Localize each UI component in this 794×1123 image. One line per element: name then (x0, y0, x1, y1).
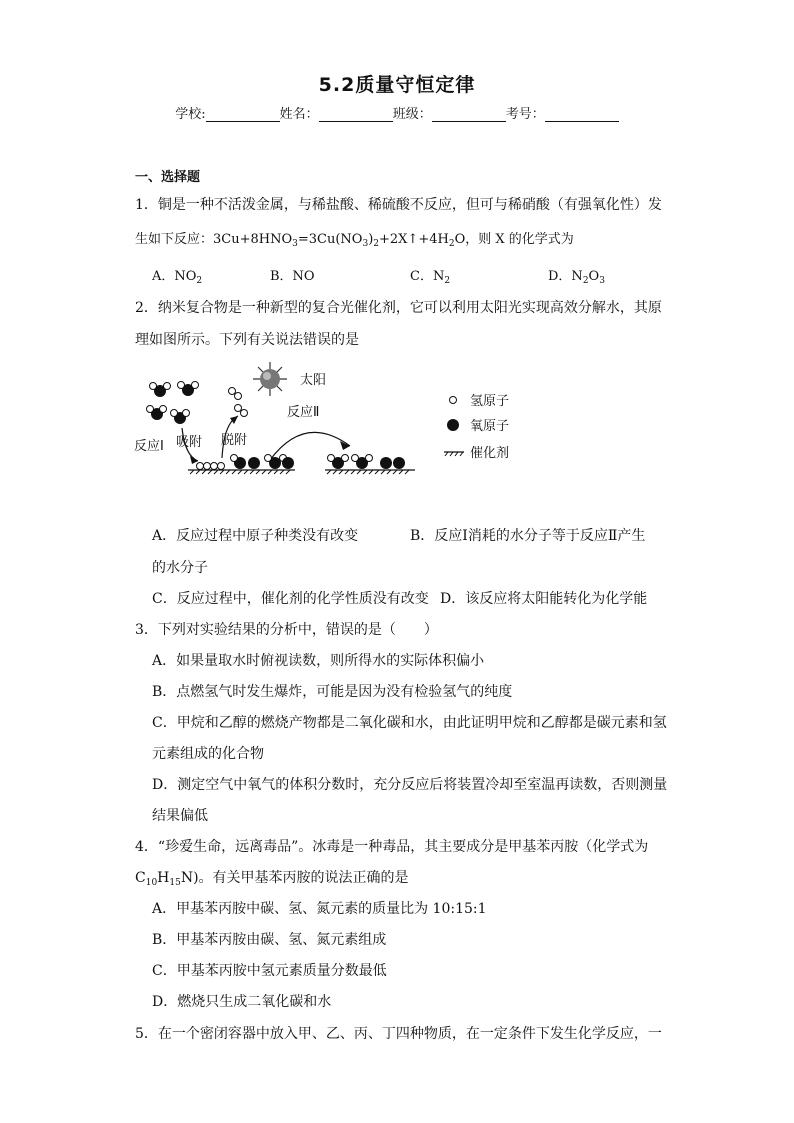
q4-stem-line1: 4．“珍爱生命，远离毒品”。冰毒是一种毒品，其主要成分是甲基苯丙胺（化学式为 (135, 839, 649, 855)
sun-label: 太阳 (300, 373, 327, 388)
reaction2-label: 反应Ⅱ (287, 405, 320, 420)
q1-option-c[interactable]: C．$N_2$ (410, 269, 451, 286)
student-info-row (0, 103, 794, 122)
school-blank[interactable] (206, 107, 280, 122)
q1-prefix: 生如下反应： (135, 232, 214, 247)
name-label: 姓名： (279, 107, 319, 122)
reaction1-label: 反应Ⅰ (134, 439, 164, 454)
class-blank[interactable] (432, 107, 506, 122)
q2-stem-line2: 理如图所示。下列有关说法错误的是 (135, 332, 359, 348)
q4-option-d[interactable]: D．燃烧只生成二氧化碳和水 (152, 994, 332, 1010)
q4-option-c[interactable]: C．甲基苯丙胺中氢元素质量分数最低 (152, 963, 387, 979)
q3-option-d-cont: 结果偏低 (152, 808, 208, 824)
catalyst-surface-1 (188, 455, 295, 475)
q2-option-c[interactable]: C．反应过程中，催化剂的化学性质没有改变 (152, 591, 429, 607)
exam-number-blank[interactable] (545, 107, 619, 122)
section-heading: 一、选择题 (135, 170, 201, 185)
legend-oxygen: 氧原子 (470, 419, 510, 434)
q3-option-b[interactable]: B．点燃氢气时发生爆炸，可能是因为没有检验氢气的纯度 (152, 684, 513, 700)
desorb-label: 脱附 (221, 433, 248, 448)
legend-catalyst: 催化剂 (470, 446, 510, 461)
q2-stem-line1: 2．纳米复合物是一种新型的复合光催化剂，它可以利用太阳光实现高效分解水，其原 (135, 300, 662, 316)
q2-option-d[interactable]: D．该反应将太阳能转化为化学能 (440, 591, 648, 607)
legend-hydrogen: 氢原子 (470, 394, 510, 409)
q1-equation: $3Cu+8HNO_3=3Cu(NO_3)_2+2X↑+4H_2O$ (213, 232, 466, 249)
q3-option-c-cont: 元素组成的化合物 (152, 746, 264, 762)
q3-option-c[interactable]: C．甲烷和乙醇的燃烧产物都是二氧化碳和水，由此证明甲烷和乙醇都是碳元素和氢 (152, 715, 667, 731)
q1-suffix: ，则 X 的化学式为 (465, 232, 574, 247)
hydrogen-molecules (229, 388, 248, 417)
q1-option-a[interactable]: A．$NO_2$ (152, 269, 203, 286)
adsorb-label: 吸附 (176, 435, 203, 450)
q3-option-d[interactable]: D．测定空气中氧气的体积分数时，充分反应后将装置冷却至室温再读数，否则测量 (152, 777, 668, 793)
exam-number-label: 考号： (505, 107, 545, 122)
q4-option-b[interactable]: B．甲基苯丙胺由碳、氢、氮元素组成 (152, 932, 387, 948)
q1-option-b[interactable]: B．NO (270, 269, 315, 284)
page-title: 5.2质量守恒定律 (318, 74, 476, 96)
water-molecules-left (147, 382, 199, 425)
q4-stem-line2: $C_{10}H_{15}N$)。有关甲基苯丙胺的说法正确的是 (135, 870, 409, 888)
class-label: 班级： (392, 107, 432, 122)
name-blank[interactable] (319, 107, 393, 122)
catalyst-surface-2 (325, 455, 415, 475)
q2-option-a[interactable]: A．反应过程中原子种类没有改变 (152, 528, 359, 544)
sun-icon (253, 362, 287, 396)
school-label: 学校: (175, 107, 206, 122)
q2-option-b[interactable]: B．反应Ⅰ消耗的水分子等于反应Ⅱ产生 (410, 528, 646, 544)
q1-option-d[interactable]: D．$N_2O_3$ (548, 269, 605, 286)
q5-stem-line1: 5．在一个密闭容器中放入甲、乙、丙、丁四种物质，在一定条件下发生化学反应，一 (135, 1026, 662, 1042)
photocatalysis-diagram (130, 358, 550, 478)
q2-option-b-cont: 的水分子 (152, 560, 208, 576)
q1-stem-line1: 1．铜是一种不活泼金属，与稀盐酸、稀硫酸不反应，但可与稀硝酸（有强氧化性）发 (135, 197, 662, 213)
q3-stem: 3．下列对实验结果的分析中，错误的是（ ） (135, 622, 438, 638)
q1-stem-line2 (135, 228, 574, 247)
diagram-legend (444, 394, 509, 461)
q4-option-a[interactable]: A．甲基苯丙胺中碳、氢、氮元素的质量比为 10:15:1 (152, 901, 487, 917)
q3-option-a[interactable]: A．如果量取水时俯视读数，则所得水的实际体积偏小 (152, 653, 485, 669)
